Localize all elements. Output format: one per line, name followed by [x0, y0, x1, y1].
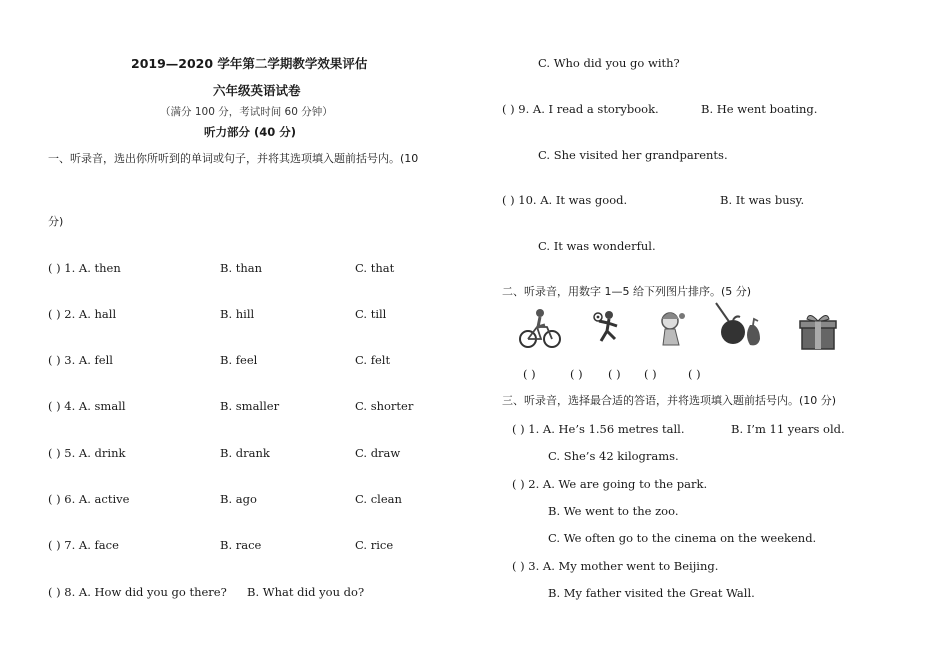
- q8-option-b: B. What did you do?: [247, 585, 365, 599]
- s3-q3-option-a: ( ) 3. A. My mother went to Beijing.: [512, 559, 719, 573]
- cyclist-icon: [519, 307, 561, 349]
- q9-option-a: ( ) 9. A. I read a storybook.: [502, 102, 659, 116]
- q9-option-b: B. He went boating.: [701, 102, 818, 116]
- picture-2-answer-slot: ( ): [570, 367, 583, 381]
- q4-option-a: ( ) 4. A. small: [48, 399, 126, 413]
- girl-icon: [655, 309, 689, 349]
- section2-instruction: 二、听录音，用数字 1—5 给下列图片排序。(5 分): [502, 285, 752, 298]
- q2-option-b: B. hill: [220, 307, 255, 321]
- q3-option-a: ( ) 3. A. fell: [48, 353, 113, 367]
- q4-option-b: B. smaller: [220, 399, 280, 413]
- q6-option-a: ( ) 6. A. active: [48, 492, 130, 506]
- section1-instruction-cont: 分): [48, 215, 64, 228]
- q1-option-a: ( ) 1. A. then: [48, 261, 121, 275]
- q8-option-c: C. Who did you go with?: [538, 56, 680, 70]
- q2-option-c: C. till: [355, 307, 387, 321]
- picture-1-answer-slot: ( ): [523, 367, 536, 381]
- q6-option-b: B. ago: [220, 492, 257, 506]
- soccer-player-icon: [591, 309, 625, 349]
- exam-title: 2019—2020 学年第二学期教学效果评估: [131, 56, 368, 71]
- q10-option-b: B. It was busy.: [720, 193, 805, 207]
- q7-option-b: B. race: [220, 538, 262, 552]
- q5-option-a: ( ) 5. A. drink: [48, 446, 126, 460]
- q3-option-b: B. feel: [220, 353, 258, 367]
- picture-3-answer-slot: ( ): [608, 367, 621, 381]
- s3-q1-option-a: ( ) 1. A. He’s 1.56 metres tall.: [512, 422, 685, 436]
- q8-option-a: ( ) 8. A. How did you go there?: [48, 585, 227, 599]
- s3-q2-option-c: C. We often go to the cinema on the weekend.: [548, 531, 817, 545]
- s3-q1-option-b: B. I’m 11 years old.: [731, 422, 845, 436]
- q7-option-a: ( ) 7. A. face: [48, 538, 119, 552]
- section1-instruction: 一、听录音，选出你所听到的单词或句子，并将其选项填入题前括号内。(10: [48, 152, 419, 165]
- gift-box-icon: [799, 311, 837, 351]
- q5-option-c: C. draw: [355, 446, 401, 460]
- q5-option-b: B. drank: [220, 446, 270, 460]
- picture-4-answer-slot: ( ): [644, 367, 657, 381]
- s3-q3-option-b: B. My father visited the Great Wall.: [548, 586, 755, 600]
- q7-option-c: C. rice: [355, 538, 394, 552]
- listening-heading: 听力部分 (40 分): [204, 125, 297, 139]
- q1-option-b: B. than: [220, 261, 263, 275]
- q4-option-c: C. shorter: [355, 399, 414, 413]
- picture-5-answer-slot: ( ): [688, 367, 701, 381]
- q6-option-c: C. clean: [355, 492, 402, 506]
- s3-q2-option-a: ( ) 2. A. We are going to the park.: [512, 477, 708, 491]
- q10-option-a: ( ) 10. A. It was good.: [502, 193, 628, 207]
- exam-subtitle: 六年级英语试卷: [213, 83, 301, 98]
- s3-q1-option-c: C. She’s 42 kilograms.: [548, 449, 679, 463]
- q10-option-c: C. It was wonderful.: [538, 239, 656, 253]
- q9-option-c: C. She visited her grandparents.: [538, 148, 728, 162]
- q1-option-c: C. that: [355, 261, 395, 275]
- q2-option-a: ( ) 2. A. hall: [48, 307, 117, 321]
- q3-option-c: C. felt: [355, 353, 391, 367]
- s3-q2-option-b: B. We went to the zoo.: [548, 504, 679, 518]
- fruit-icon: [712, 301, 766, 349]
- exam-note: （满分 100 分，考试时间 60 分钟）: [160, 106, 333, 118]
- section3-instruction: 三、听录音，选择最合适的答语，并将选项填入题前括号内。(10 分): [502, 394, 837, 407]
